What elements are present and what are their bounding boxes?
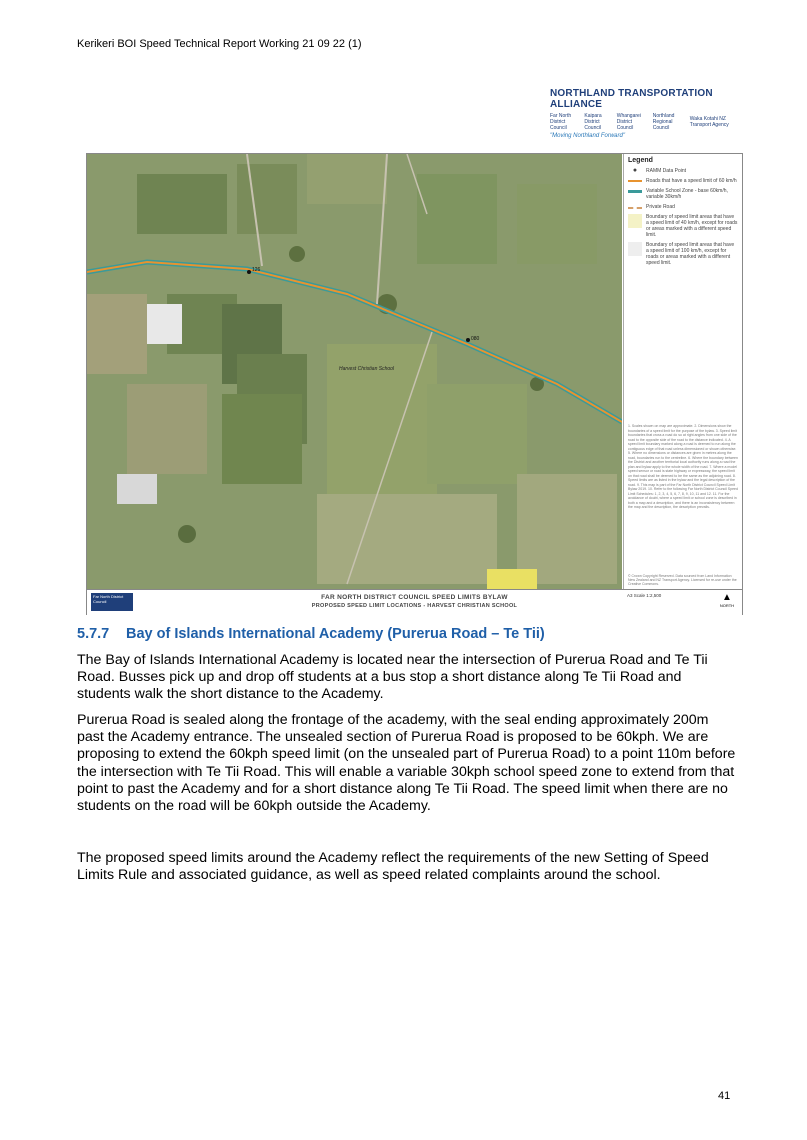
- legend-item: Boundary of speed limit areas that have a speed limit of 40 km/h, except for roads or areas marked with a different speed limit.: [628, 214, 738, 238]
- school-label: Harvest Christian School: [339, 366, 395, 372]
- map-title-block: [87, 589, 742, 615]
- legend-item: Roads that have a speed limit of 60 km/h: [628, 178, 738, 184]
- page-number: 41: [718, 1090, 731, 1102]
- legend-item: ● RAMM Data Point: [628, 168, 738, 174]
- private-road-swatch: [628, 207, 642, 209]
- logo-line1: NORTHLAND TRANSPORTATION: [550, 88, 713, 99]
- map-subtitle: PROPOSED SPEED LIMIT LOCATIONS - HARVEST CHRISTIAN SCHOOL: [311, 603, 518, 609]
- body-paragraph: Purerua Road is sealed along the frontage of the academy, with the seal ending approximately 200m past the Academy entrance. The unsealed section of Purerua Road is proposed to be 60kph. We are proposing to extend the 60kph speed limit (on the unsealed part of Purerua Road) to a point 110m before the intersection with Te Tii Road. This will enable a variable 30kph school speed zone to extend from that point to past the Academy and for a short distance along Te Tii Road. The speed limit when there are no students on the road will be 60kph outside the Academy.: [77, 712, 736, 815]
- data-point-icon: ●: [632, 167, 638, 174]
- council-logo: Far North District Council: [91, 593, 133, 611]
- alliance-logo: [550, 88, 730, 139]
- legend-title: Legend: [628, 157, 653, 164]
- partner-logo: Far North District Council: [550, 113, 572, 131]
- north-arrow-icon: ▲ NORTH: [719, 592, 735, 608]
- map-notes: 1. Scales shown on map are approximate. 2. Dimensions show the boundaries of a speed limit for the purpose of the bylaw. 3. Speed limit boundaries that cross a road do so at right angles from one side of the road to the opposite side of the road to the distance indicated. 4. A speed limit boundary marked along a road is deemed to run along the contiguous edge of that road unless dimensioned or shown otherwise. 5. Where no dimensions or distances are given in metres along the road, boundaries run to the centreline. 6. Where the boundary between the District and another territorial local authority runs along a road the plan and bylaw apply to the whole width of the road. 7. Where a model speed sensor or road is state highway or expressway, the speed limit on that road shall be deemed to be the same as the adjoining road. 8. Speed limits are as listed in the bylaw and the legal description of the road. 9. This map is part of the Far North District Council Speed Limit Bylaw 2019. 10. Refer to the following Far North District Council Speed Limit Schedules: 1, 2, 3, 4, 5, 6, 7, 8, 9, 10, 11 and 12. 11. For the avoidance of doubt, where a speed limit or school zone is described in both a map and a description, and there is an inconsistency between the map and the description, the description prevails.: [628, 424, 738, 509]
- legend-item: Variable School Zone - base 60km/h, variable 30km/h: [628, 188, 738, 200]
- map-scale: A3 Scale 1:2,500: [627, 593, 662, 598]
- partner-logo: Whangarei District Council: [616, 113, 641, 131]
- section-title: Bay of Islands International Academy (Purerua Road – Te Tii): [126, 626, 545, 642]
- section-heading: [77, 626, 545, 642]
- aerial-map: [87, 154, 622, 589]
- school-zone-swatch: [628, 190, 642, 193]
- speed-60-swatch: [628, 180, 642, 182]
- speed-limit-map-figure: [86, 153, 743, 615]
- legend-item: Boundary of speed limit areas that have a speed limit of 100 km/h, except for roads or areas marked with a different speed limit.: [628, 242, 738, 266]
- legend-item: Private Road: [628, 204, 738, 210]
- partner-logo: Kaipara District Council: [584, 113, 602, 131]
- body-paragraph: The proposed speed limits around the Academy reflect the requirements of the new Setting of Speed Limits Rule and associated guidance, as well as speed related complaints around the school.: [77, 850, 709, 884]
- map-title: FAR NORTH DISTRICT COUNCIL SPEED LIMITS BYLAW: [321, 594, 508, 601]
- map-legend: [623, 154, 742, 589]
- partner-logo: Northland Regional Council: [652, 113, 675, 131]
- map-point-label: 126: [252, 267, 261, 273]
- map-copyright: © Crown Copyright Reserved. Data sourced from Land Information New Zealand and NZ Transport Agency. Licensed for re-use under the Creative Commons.: [628, 574, 737, 586]
- speed-40-area-swatch: [628, 214, 642, 228]
- partner-logo: Waka Kotahi NZ Transport Agency: [689, 116, 729, 128]
- logo-tagline: "Moving Northland Forward": [550, 133, 625, 139]
- logo-line1b: ALLIANCE: [550, 99, 603, 110]
- section-number: 5.7.7: [77, 626, 110, 642]
- speed-100-area-swatch: [628, 242, 642, 256]
- map-point-label: 080: [471, 336, 480, 342]
- document-header: Kerikeri BOI Speed Technical Report Working 21 09 22 (1): [77, 38, 362, 50]
- body-paragraph: The Bay of Islands International Academy is located near the intersection of Purerua Road and Te Tii Road. Busses pick up and drop off students at a bus stop a short distance along Te Tii Road and students walk the short distance to the Academy.: [77, 652, 708, 703]
- aerial-map-image: [87, 154, 622, 589]
